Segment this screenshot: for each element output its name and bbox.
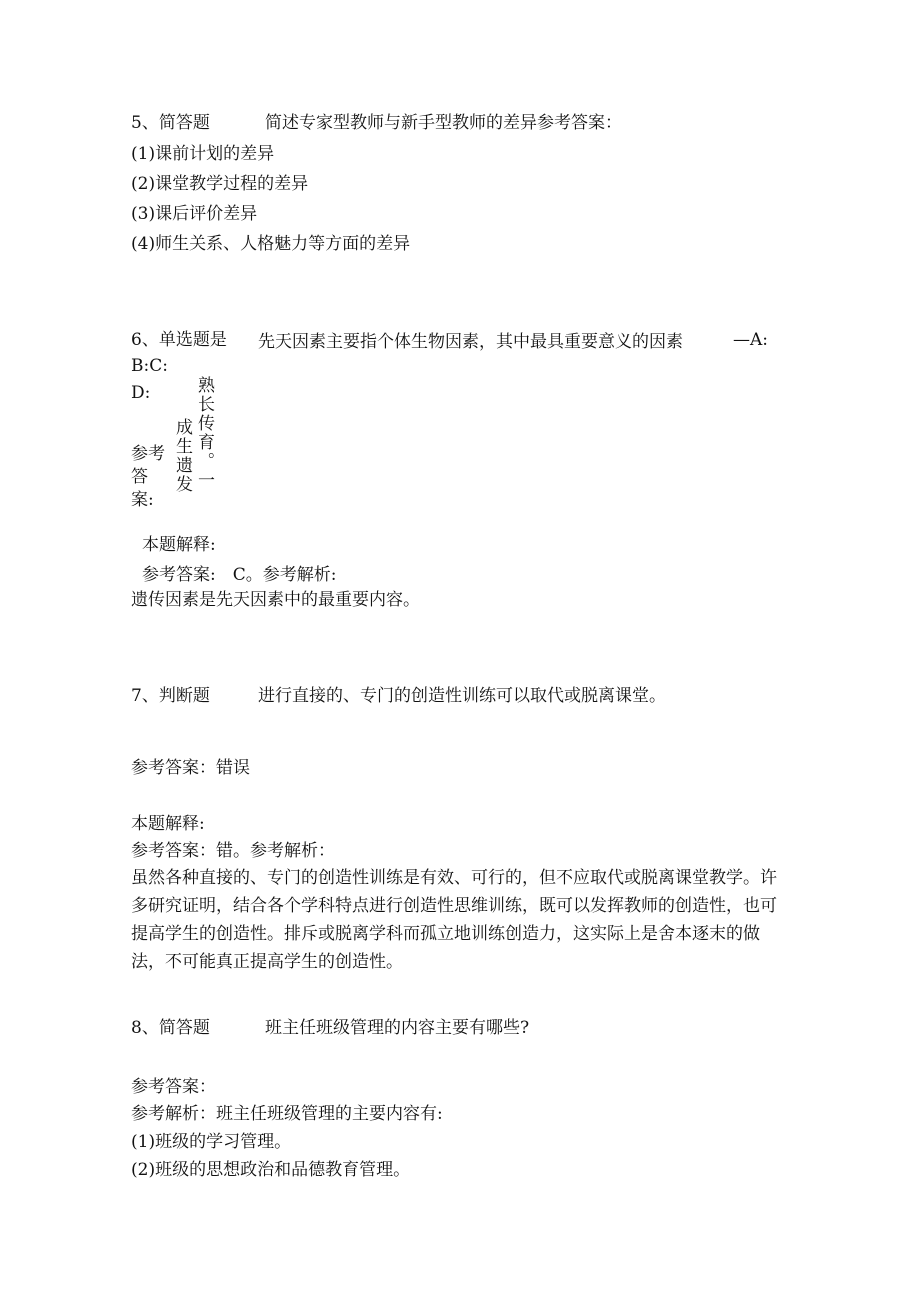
q6-explanation: 遗传因素是先天因素中的最重要内容。 [131, 590, 420, 610]
q5-type: 5、简答题 [131, 113, 210, 133]
q6-explain-label: 本题解释: [142, 535, 216, 555]
q7-explain-label: 本题解释: [131, 814, 205, 834]
q5-item-3: (3)课后评价差异 [131, 204, 258, 224]
q8-question: 班主任班级管理的内容主要有哪些? [265, 1018, 530, 1038]
q8-item-2: (2)班级的思想政治和品德教育管理。 [131, 1160, 411, 1180]
q6-question: 先天因素主要指个体生物因素，其中最具重要意义的因素 [258, 332, 683, 352]
q6-options-bc: B:C: [131, 356, 168, 376]
q6-answer-label-3: 案: [131, 490, 154, 510]
q7-answer: 参考答案：错误 [131, 758, 250, 778]
q5-item-2: (2)课堂教学过程的差异 [131, 174, 309, 194]
q6-option-column-2: 熟长传育。一 [194, 376, 214, 490]
q6-answer-label-1: 参考 [131, 444, 165, 464]
q6-option-d: D: [131, 383, 151, 403]
q8-answer-label: 参考答案： [131, 1077, 216, 1097]
q8-explain-line: 参考解析：班主任班级管理的主要内容有: [131, 1104, 443, 1124]
q6-option-a: —A: [733, 330, 769, 350]
q6-answer-label-2: 答 [131, 467, 148, 487]
q6-answer-line: 参考答案: C。参考解析: [142, 565, 337, 585]
q5-question: 简述专家型教师与新手型教师的差异参考答案： [265, 113, 622, 133]
q7-explanation: 虽然各种直接的、专门的创造性训练是有效、可行的，但不应取代或脱离课堂教学。许多研究证明，结合各个学科特点进行创造性思维训练，既可以发挥教师的创造性，也可提高学生的创造性。排斥或脱离学科而孤立地训练创造力，这实际上是舍本逐末的做法，不可能真正提高学生的创造性。 [131, 868, 777, 972]
q6-option-column-1: 成生遗发 [172, 418, 192, 494]
q7-answer-line: 参考答案：错。参考解析： [131, 841, 335, 861]
q7-question: 进行直接的、专门的创造性训练可以取代或脱离课堂。 [258, 686, 666, 706]
q8-item-1: (1)班级的学习管理。 [131, 1132, 292, 1152]
q5-item-1: (1)课前计划的差异 [131, 144, 275, 164]
q8-type: 8、简答题 [131, 1018, 210, 1038]
q5-item-4: (4)师生关系、人格魅力等方面的差异 [131, 234, 411, 254]
q6-type: 6、单选题是 [131, 330, 227, 350]
q7-type: 7、判断题 [131, 686, 210, 706]
